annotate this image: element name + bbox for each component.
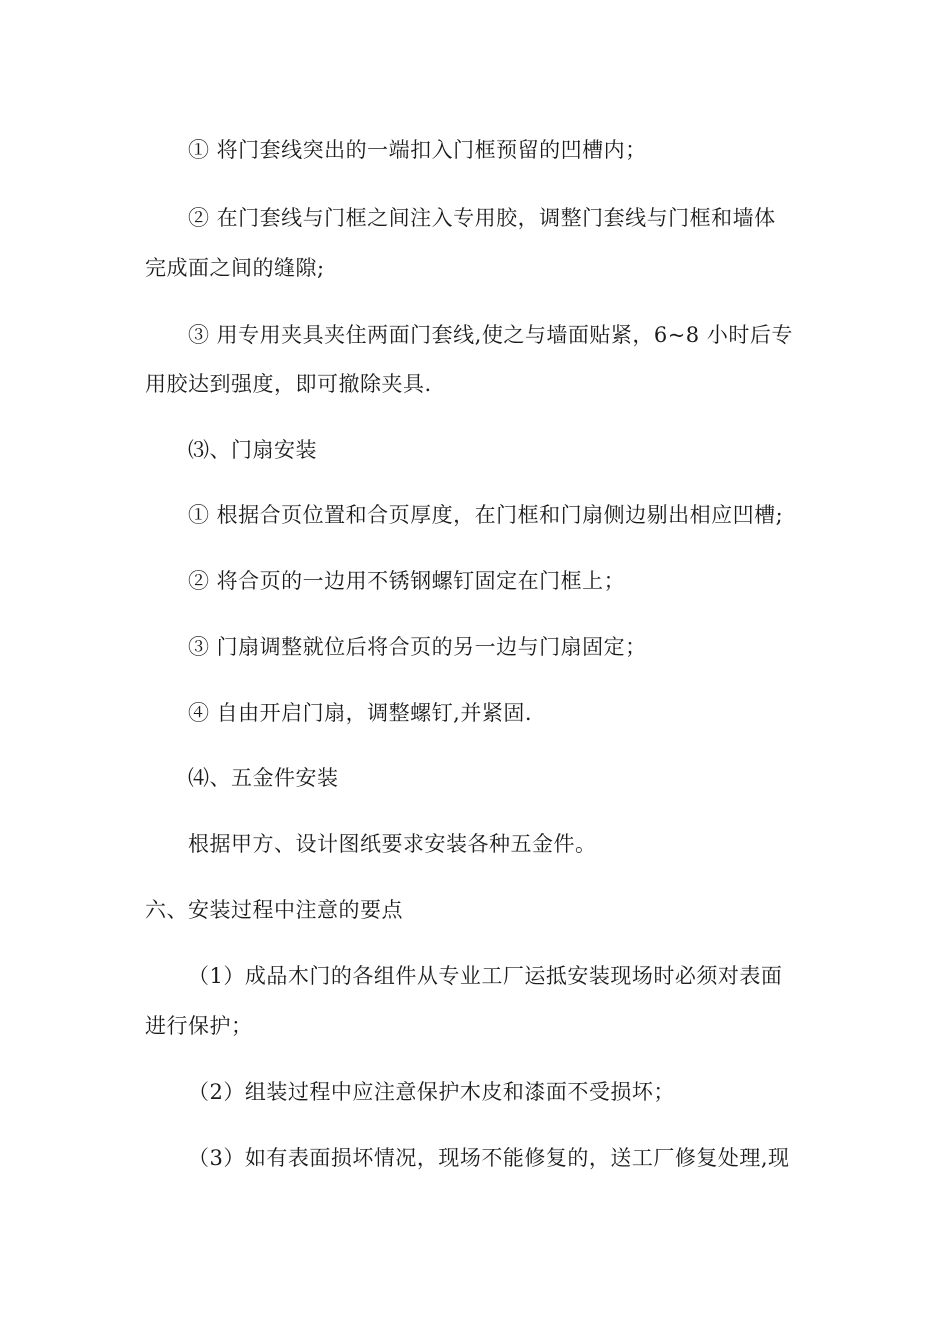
- step-fix-hinge-frame: ② 将合页的一边用不锈钢螺钉固定在门框上；: [188, 569, 626, 593]
- section-heading-key-points: 六、安装过程中注意的要点: [145, 898, 403, 922]
- step-adjust-screws: ④ 自由开启门扇，调整螺钉,并紧固.: [188, 701, 533, 725]
- step-inject-glue-cont: 完成面之间的缝隙;: [145, 256, 325, 280]
- point-1-cont: 进行保护；: [145, 1014, 253, 1038]
- step-clamp: ③ 用专用夹具夹住两面门套线,使之与墙面贴紧，6~8 小时后专: [188, 323, 793, 347]
- step-fix-hinge-leaf: ③ 门扇调整就位后将合页的另一边与门扇固定；: [188, 635, 647, 659]
- step-insert-casing: ① 将门套线突出的一端扣入门框预留的凹槽内；: [188, 138, 647, 162]
- point-3: （3）如有表面损坏情况，现场不能修复的，送工厂修复处理,现: [188, 1146, 790, 1170]
- step-cut-hinge-groove: ① 根据合页位置和合页厚度，在门框和门扇侧边剔出相应凹槽;: [188, 503, 784, 527]
- section-door-leaf-install: ⑶、门扇安装: [188, 438, 317, 462]
- hardware-instruction: 根据甲方、设计图纸要求安装各种五金件。: [188, 832, 597, 856]
- step-clamp-cont: 用胶达到强度，即可撤除夹具.: [145, 372, 432, 396]
- section-hardware-install: ⑷、五金件安装: [188, 766, 339, 790]
- step-inject-glue: ② 在门套线与门框之间注入专用胶，调整门套线与门框和墙体: [188, 206, 776, 230]
- point-1: （1）成品木门的各组件从专业工厂运抵安装现场时必须对表面: [188, 964, 783, 988]
- point-2: （2）组装过程中应注意保护木皮和漆面不受损坏；: [188, 1080, 675, 1104]
